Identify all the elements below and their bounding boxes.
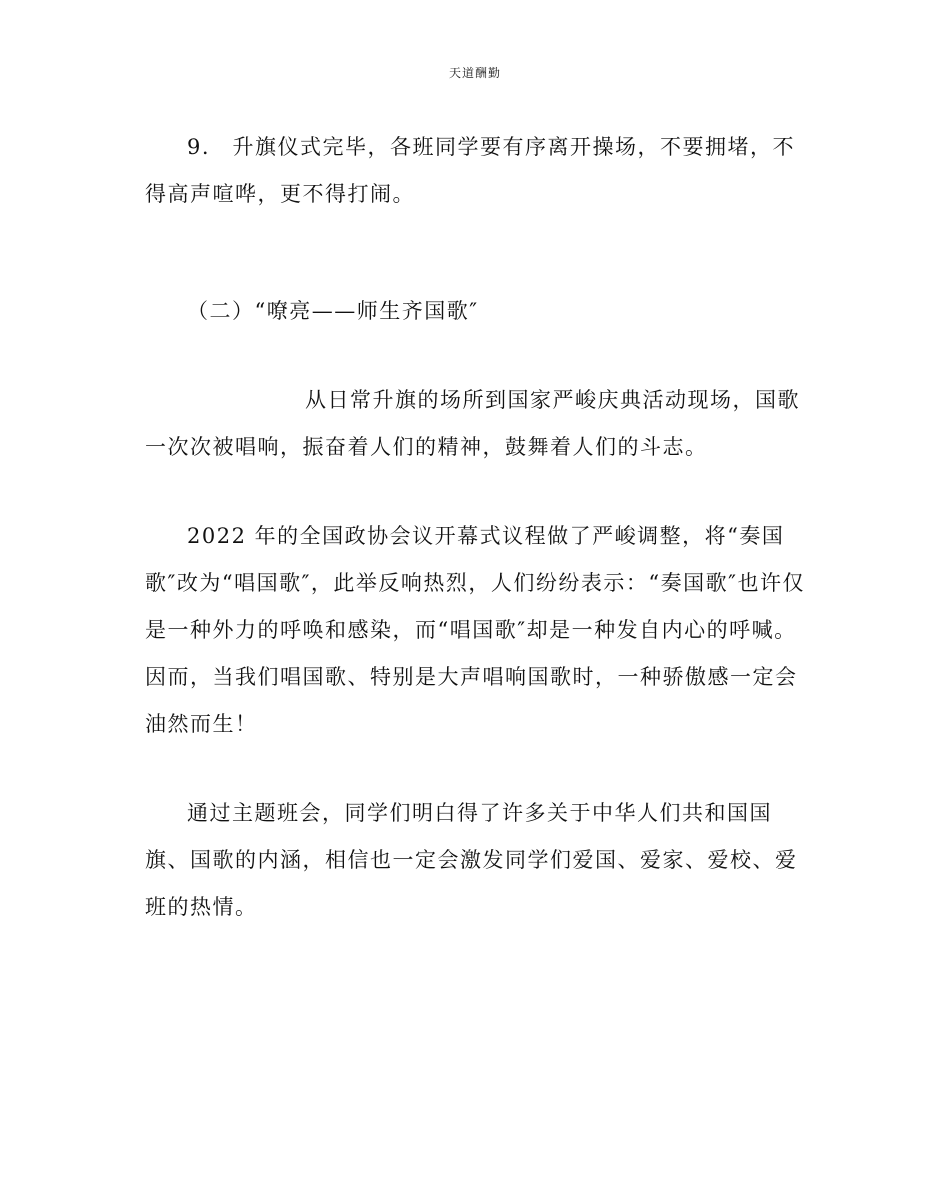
spacer bbox=[145, 335, 805, 377]
paragraph-intro: 从日常升旗的场所到国家严峻庆典活动现场，国歌一次次被唱响，振奋着人们的精神，鼓舞着人们的斗志。 bbox=[145, 388, 800, 459]
paragraph-item-9: 9. 升旗仪式完毕，各班同学要有序离开操场，不要拥堵，不得高声喧哗，更不得打闹。 bbox=[145, 135, 796, 206]
section-heading: （二）“嘹亮——师生齐国歌″ bbox=[187, 299, 479, 323]
document-body bbox=[145, 124, 805, 931]
spacer bbox=[145, 748, 805, 790]
spacer bbox=[145, 471, 805, 513]
paragraph-2022: 2022 年的全国政协会议开幕式议程做了严峻调整，将“奏国歌″改为“唱国歌″，此举反响热烈，人们纷纷表示：“奏国歌″也许仅是一种外力的呼唤和感染，而“唱国歌″却是一种发自内心的呼喊。因而，当我们唱国歌、特别是大声唱响国歌时，一种骄傲感一定会油然而生！ bbox=[145, 524, 806, 736]
paragraph-summary: 通过主题班会，同学们明白得了许多关于中华人们共和国国旗、国歌的内涵，相信也一定会激发同学们爱国、爱家、爱校、爱班的热情。 bbox=[145, 801, 798, 919]
spacer bbox=[145, 218, 805, 288]
page-header: 天道酬勤 bbox=[448, 66, 501, 80]
